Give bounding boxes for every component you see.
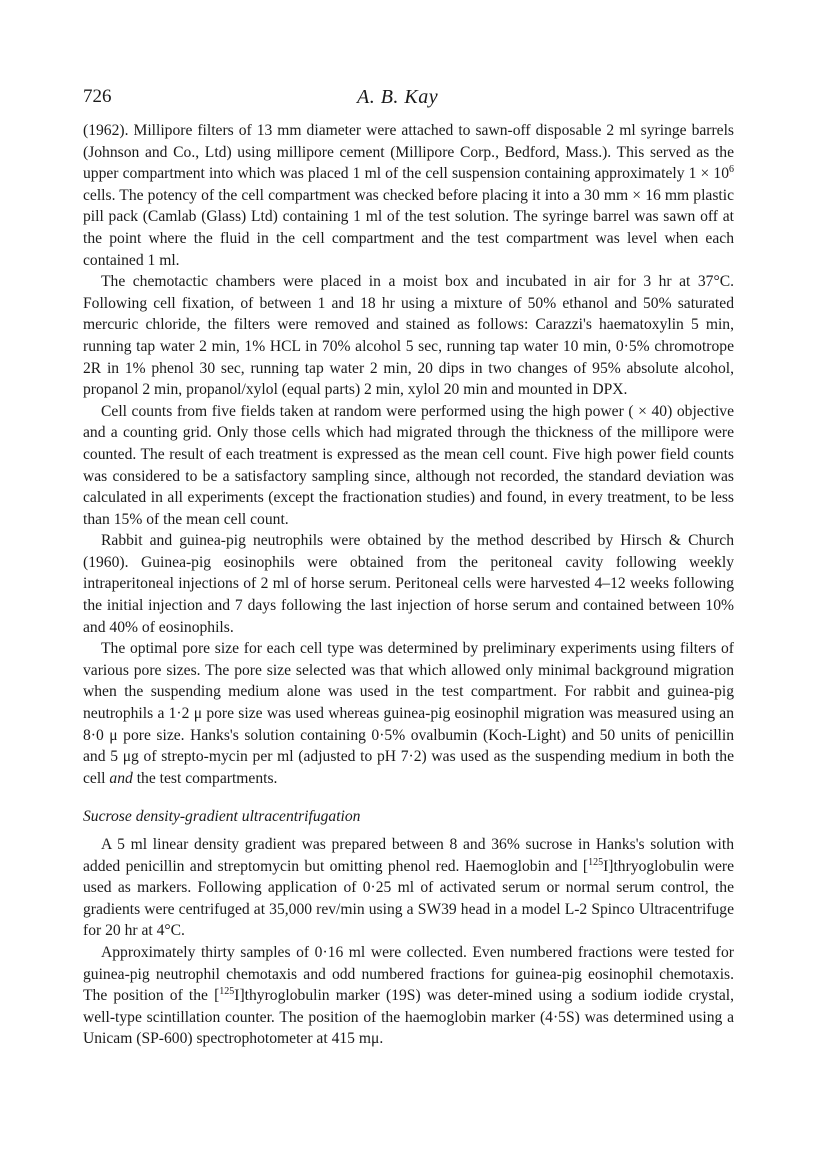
page — [83, 86, 734, 1050]
page-header — [83, 86, 734, 120]
paragraph-pore-size: The optimal pore size for each cell type was determined by preliminary experiments using filters of various pore sizes. The pore size selected was that which allowed only minimal background migration when the suspending medium alone was used in the test compartment. For rabbit and guinea-pig neutrophils a 1·2 μ pore size was used whereas guinea-pig eosinophil migration was measured using an 8·0 μ pore size. Hanks's solution containing 0·5% ovalbumin (Koch-Light) and 50 units of penicillin and 5 μg of strepto-mycin per ml (adjusted to pH 7·2) was used as the suspending medium in both the cell and the test compartments. — [83, 640, 734, 787]
paragraph-density-gradient: A 5 ml linear density gradient was prepared between 8 and 36% sucrose in Hanks's solution with added penicillin and streptomycin but omitting phenol red. Haemoglobin and [$^{125}$I]thryoglobulin were used as markers. Following application of 0·25 ml of activated serum or normal serum control, the gradients were centrifuged at 35,000 rev/min using a SW39 head in a model L-2 Spinco Ultracentrifuge for 20 hr at 4°C. — [83, 836, 734, 940]
section-heading: Sucrose density-gradient ultracentrifugation — [83, 808, 361, 826]
paragraph-fractions: Approximately thirty samples of 0·16 ml were collected. Even numbered fractions were tested for guinea-pig neutrophil chemotaxis and odd numbered fractions for guinea-pig eosinophil chemotaxis. The position of the [$^{125}$I]thyroglobulin marker (19S) was deter-mined using a sodium iodide crystal, well-type scintillation counter. The position of the haemoglobin marker (4·5S) was determined using a Unicam (SP-600) spectrophotometer at 415 mμ. — [83, 943, 734, 1048]
paragraph-cell-counts: Cell counts from five fields taken at random were performed using the high power ( × 40) objective and a counting grid. Only those cells which had migrated through the thickness of the millipore were counted. The result of each treatment is expressed as the mean cell count. Five high power field counts was considered to be a satisfactory sampling since, although not recorded, the standard deviation was calculated in all experiments (except the fractionation studies) and found, in every treatment, to be less than 15% of the mean cell count. — [83, 402, 734, 528]
paragraph-methods-filters: (1962). Millipore filters of 13 mm diameter were attached to sawn-off disposable 2 ml syringe barrels (Johnson and Co., Ltd) using millipore cement (Millipore Corp., Bedford, Mass.). This served as the upper compartment into which was placed 1 ml of the cell suspension containing approximately $1 \times 10^6$ cells. The potency of the cell compartment was checked before placing it into a 30 mm × 16 mm plastic pill pack (Camlab (Glass) Ltd) containing 1 ml of the test solution. The syringe barrel was sawn off at the point where the fluid in the cell compartment and the test compartment was level when each contained 1 ml. — [83, 122, 734, 269]
page-number: 726 — [83, 86, 112, 107]
paragraph-cell-sources: Rabbit and guinea-pig neutrophils were obtained by the method described by Hirsch & Church (1960). Guinea-pig eosinophils were obtained from the peritoneal cavity following weekly intraperitoneal injections of 2 ml of horse serum. Peritoneal cells were harvested 4–12 weeks following the initial injection and 7 days following the last injection of horse serum and contained between 10% and 40% of eosinophils. — [83, 532, 734, 636]
running-head: A. B. Kay — [357, 86, 439, 108]
paragraph-staining: The chemotactic chambers were placed in a moist box and incubated in air for 3 hr at 37°C. Following cell fixation, of between 1 and 18 hr using a mixture of 50% ethanol and 50% saturated mercuric chloride, the filters were removed and stained as follows: Carazzi's haematoxylin 5 min, running tap water 2 min, 1% HCL in 70% alcohol 5 sec, running tap water 10 min, 0·5% chromotrope 2R in 1% phenol 30 sec, running tap water 2 min, 20 dips in two changes of 95% absolute alcohol, propanol 2 min, propanol/xylol (equal parts) 2 min, xylol 20 min and mounted in DPX. — [83, 273, 734, 399]
